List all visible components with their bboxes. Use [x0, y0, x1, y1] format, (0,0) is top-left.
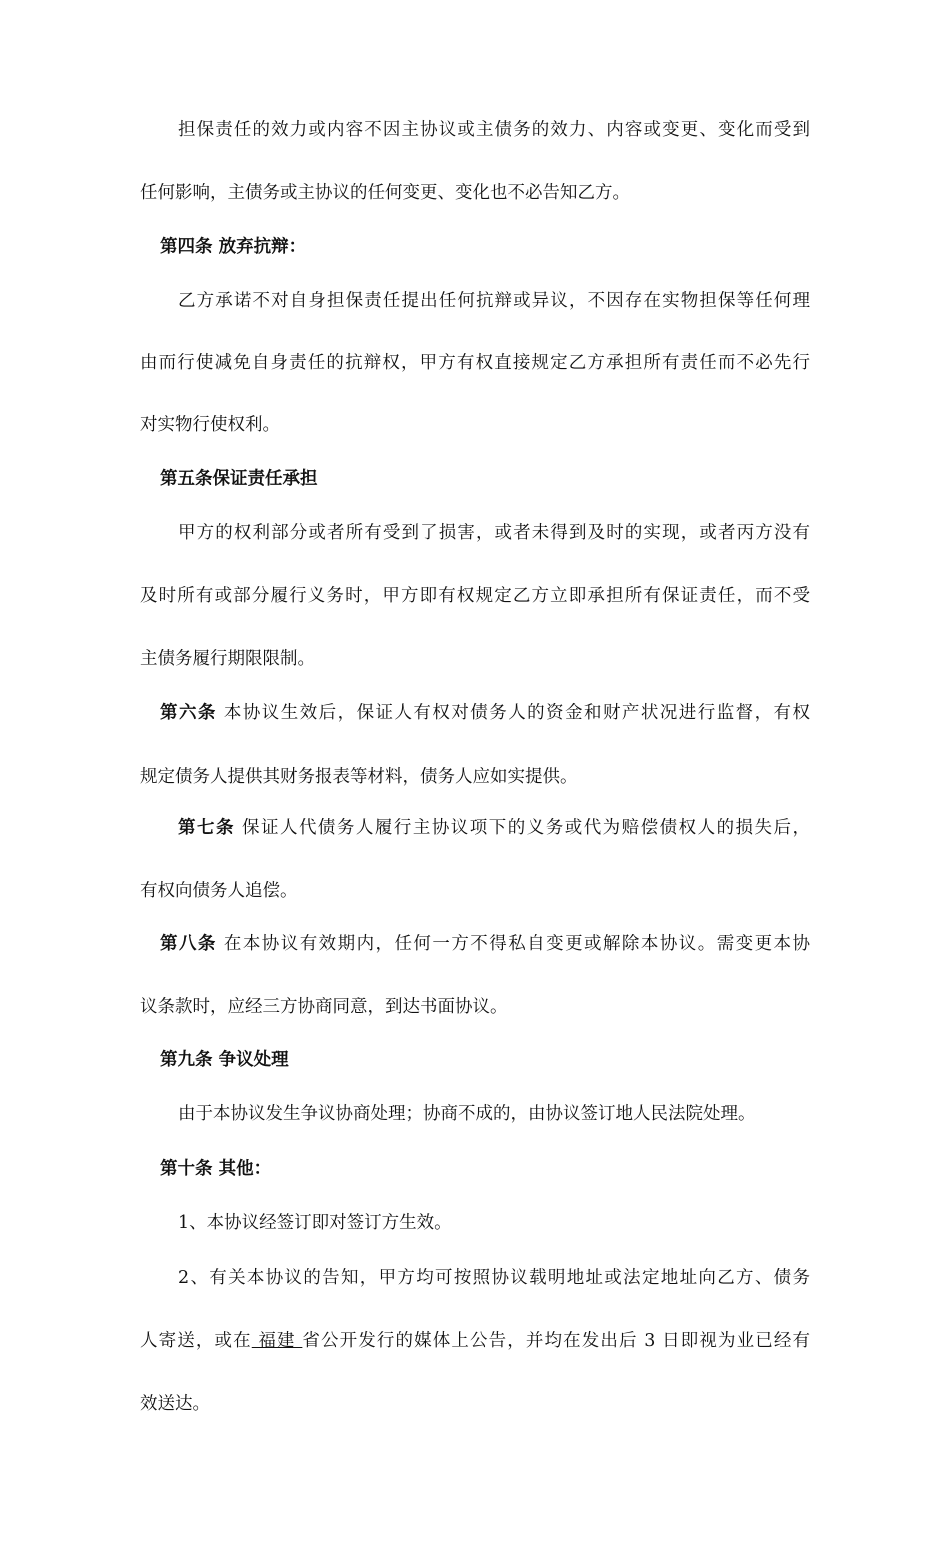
article7-label: 第七条	[178, 818, 235, 838]
article4-line1: 乙方承诺不对自身担保责任提出任何抗辩或异议，不因存在实物担保等任何理	[178, 291, 810, 311]
article10-item2-post: 省公开发行的媒体上公告，并均在发出后 3 日即视为业已经有	[302, 1331, 810, 1351]
article6-line2: 规定债务人提供其财务报表等材料，债务人应如实提供。	[140, 767, 578, 787]
article10-item1: 1、本协议经签订即对签订方生效。	[178, 1213, 452, 1233]
article10-item2-line3: 效送达。	[140, 1394, 210, 1414]
article3-line1: 担保责任的效力或内容不因主协议或主债务的效力、内容或变更、变化而受到	[178, 120, 810, 140]
article6-label: 第六条	[160, 703, 217, 723]
article6-text: 本协议生效后，保证人有权对债务人的资金和财产状况进行监督，有权	[216, 703, 810, 723]
article3-line2: 任何影响，主债务或主协议的任何变更、变化也不必告知乙方。	[140, 183, 630, 203]
article10-province-field: 福建	[251, 1331, 303, 1351]
article8-line2: 议条款时，应经三方协商同意，到达书面协议。	[140, 997, 508, 1017]
article10-item2-pre: 人寄送，或在	[140, 1331, 252, 1351]
article10-item2-line1: 2、有关本协议的告知，甲方均可按照协议载明地址或法定地址向乙方、债务	[178, 1268, 810, 1288]
article9-heading: 第九条 争议处理	[160, 1050, 289, 1070]
article5-heading: 第五条保证责任承担	[160, 469, 318, 489]
article5-line2: 及时所有或部分履行义务时，甲方即有权规定乙方立即承担所有保证责任，而不受	[140, 586, 810, 606]
article9-line1: 由于本协议发生争议协商处理；协商不成的，由协议签订地人民法院处理。	[178, 1104, 756, 1124]
article4-heading: 第四条 放弃抗辩：	[160, 237, 307, 257]
article4-line3: 对实物行使权利。	[140, 415, 280, 435]
article5-line3: 主债务履行期限限制。	[140, 649, 315, 669]
article8-line1	[160, 932, 810, 956]
article7-text: 保证人代债务人履行主协议项下的义务或代为赔偿债权人的损失后，	[234, 818, 810, 838]
article8-label: 第八条	[160, 934, 217, 954]
article8-text: 在本协议有效期内，任何一方不得私自变更或解除本协议。需变更本协	[216, 934, 810, 954]
article10-item2-line2	[140, 1329, 810, 1353]
article7-line1	[178, 816, 810, 840]
article5-line1: 甲方的权利部分或者所有受到了损害，或者未得到及时的实现，或者丙方没有	[178, 523, 810, 543]
article10-heading: 第十条 其他：	[160, 1159, 272, 1179]
article4-line2: 由而行使减免自身责任的抗辩权，甲方有权直接规定乙方承担所有责任而不必先行	[140, 353, 810, 373]
article7-line2: 有权向债务人追偿。	[140, 881, 298, 901]
article6-line1	[160, 701, 810, 725]
